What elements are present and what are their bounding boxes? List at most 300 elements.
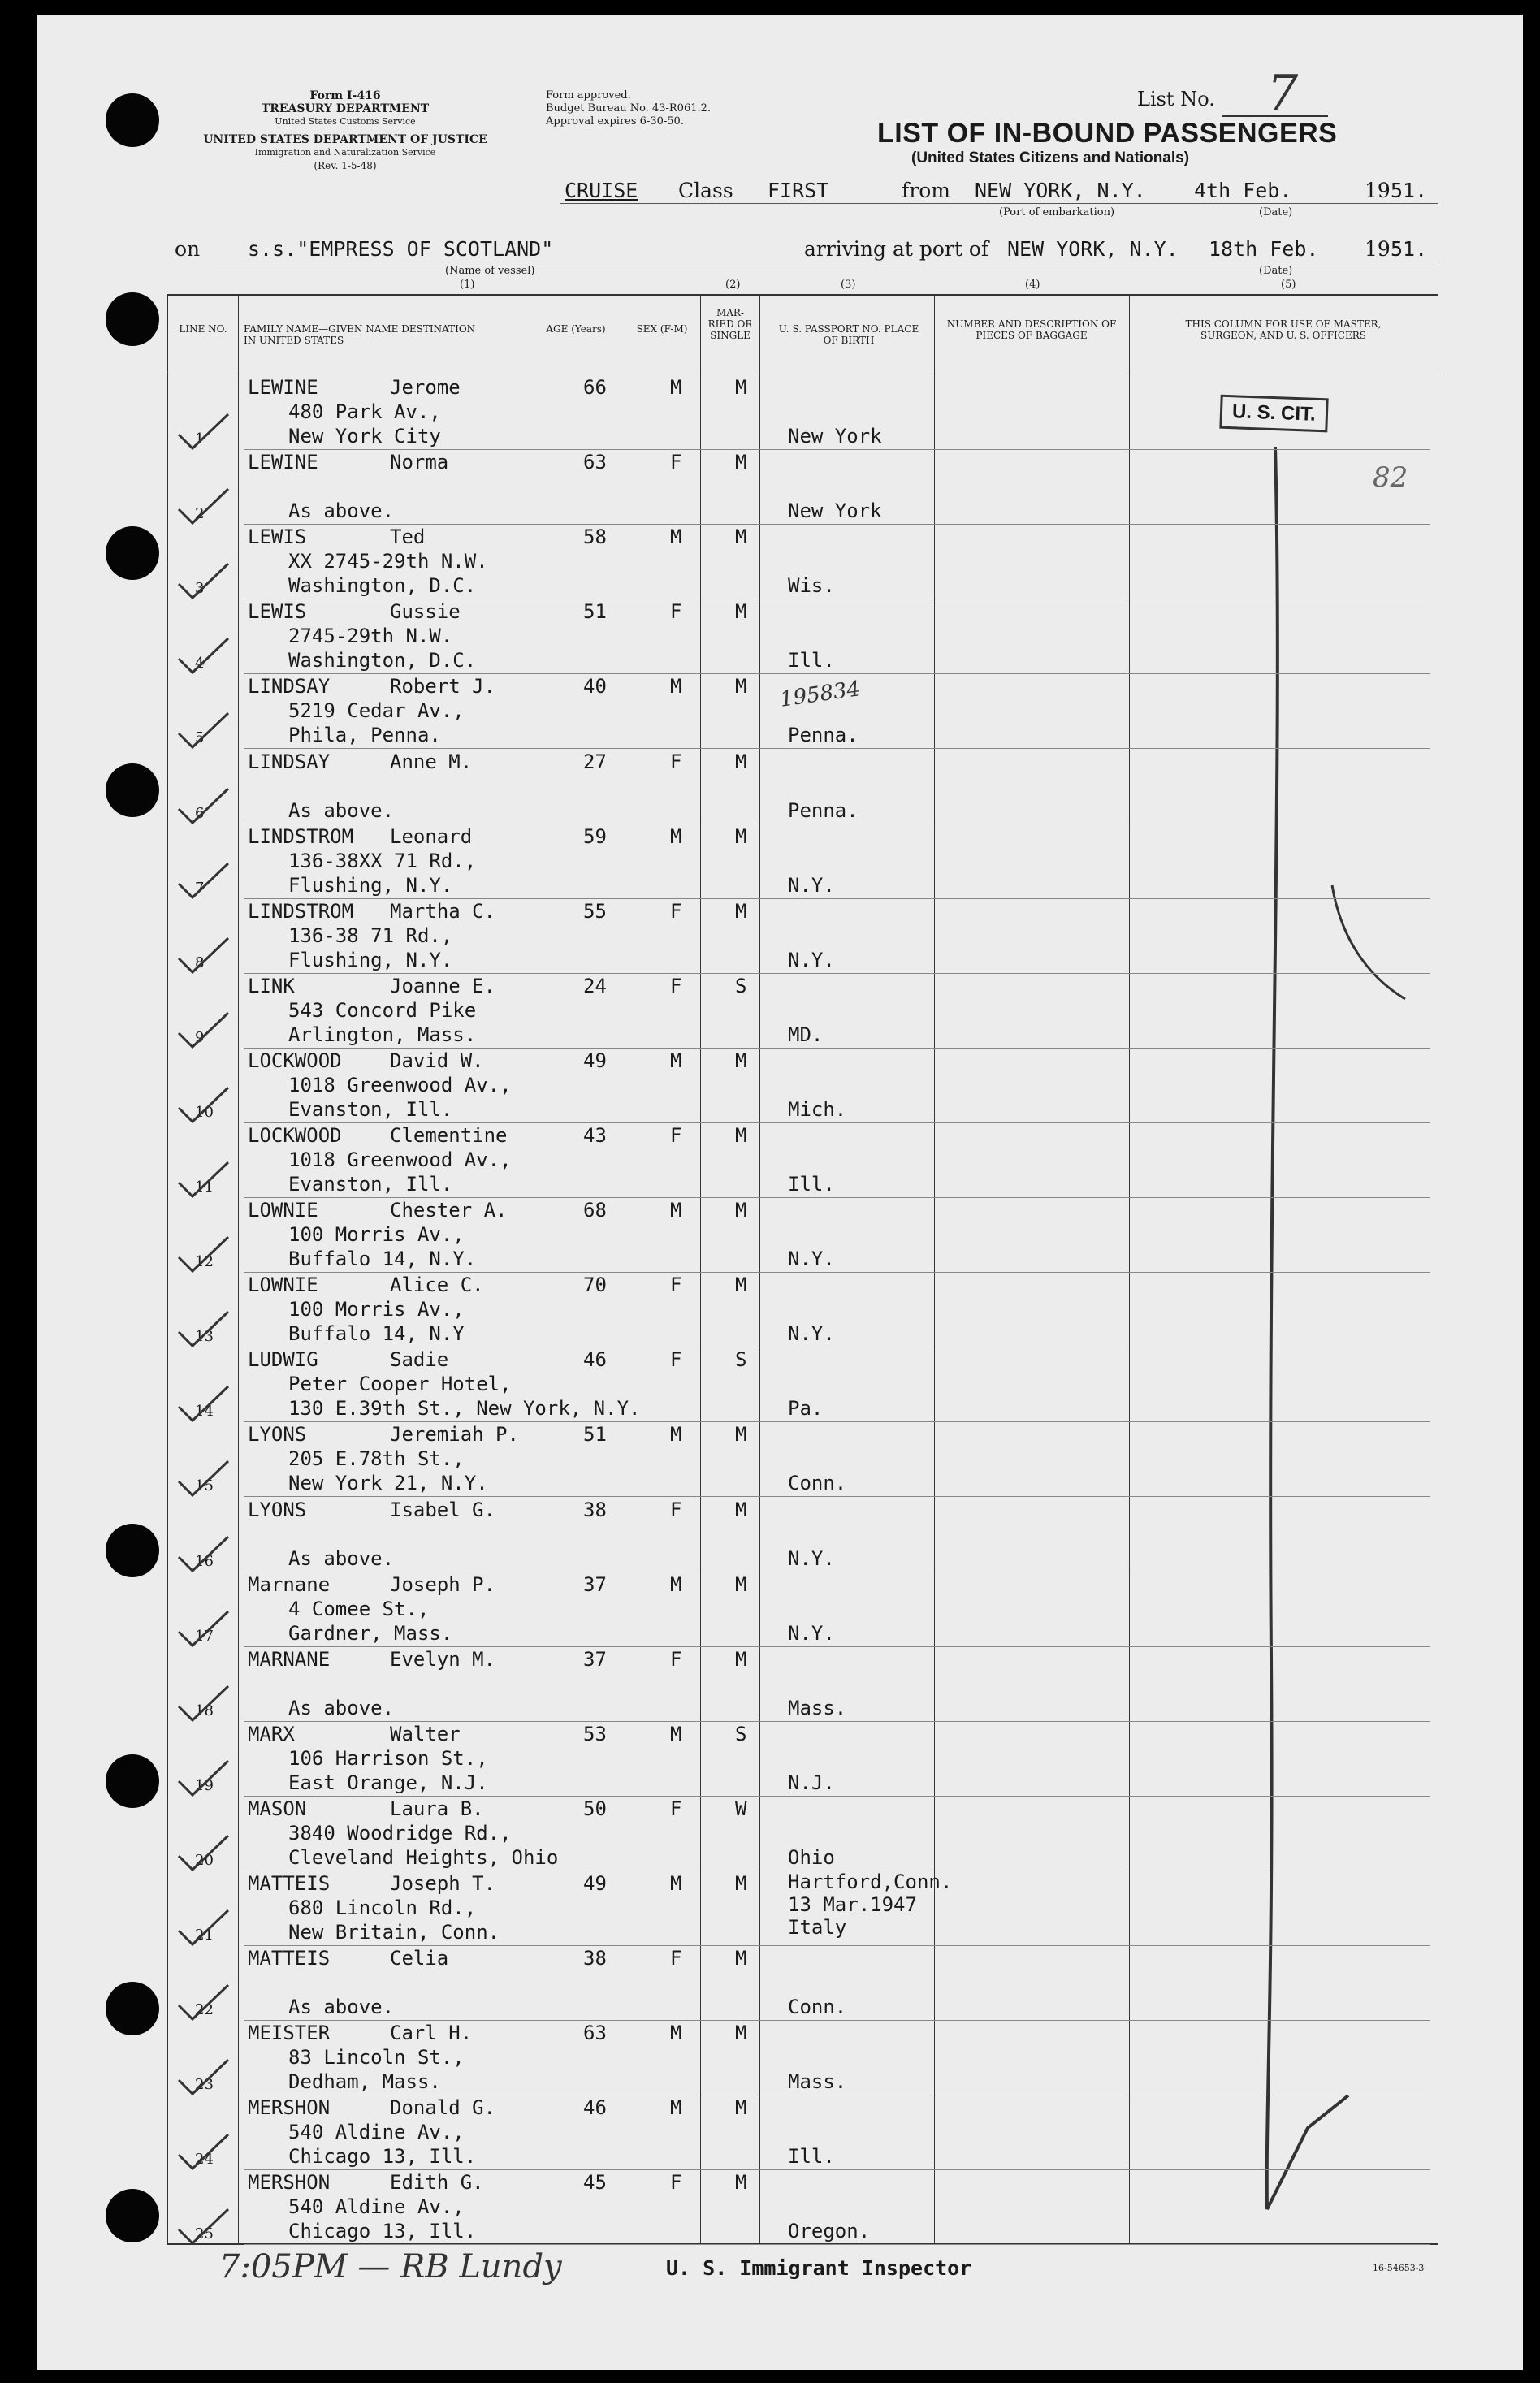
- col-header-married: MAR-RIED OR SINGLE: [707, 307, 753, 341]
- date-caption-1: (Date): [1259, 206, 1293, 218]
- place-of-birth: Ohio: [788, 1845, 835, 1869]
- table-row: [162, 1797, 1430, 1871]
- sex: F: [670, 1124, 682, 1147]
- check-mark-icon: [175, 406, 231, 455]
- table-row: [162, 599, 1430, 674]
- class-label: Class: [678, 179, 733, 202]
- place-of-birth: Mich.: [788, 1097, 847, 1121]
- family-name: LEWIS: [248, 525, 307, 549]
- place-of-birth: Italy: [788, 1916, 847, 1939]
- list-number: 7: [1267, 65, 1299, 122]
- sex: M: [670, 1572, 682, 1596]
- family-name: MERSHON: [248, 2171, 331, 2195]
- vessel-name: s.s."EMPRESS OF SCOTLAND": [248, 237, 554, 261]
- address-line-1: 3840 Woodridge Rd.,: [288, 1821, 512, 1845]
- check-mark-icon: [175, 1304, 231, 1352]
- family-name: LINDSAY: [248, 675, 331, 698]
- family-name: LEWINE: [248, 376, 318, 399]
- table-row: [162, 450, 1430, 525]
- address-line-2: Evanston, Ill.: [288, 1097, 453, 1121]
- age: 46: [583, 1348, 607, 1372]
- line-number: 10: [195, 1103, 214, 1121]
- marital-status: M: [735, 1274, 747, 1297]
- place-of-birth: Ill.: [788, 649, 835, 673]
- age: 27: [583, 750, 607, 773]
- table-top-border: [167, 294, 1438, 296]
- handwritten-82: 82: [1373, 461, 1408, 494]
- handwritten-number: 195834: [778, 677, 862, 712]
- address-line-1: 136-38 71 Rd.,: [288, 923, 453, 947]
- check-mark-icon: [175, 1529, 231, 1577]
- age: 46: [583, 2096, 607, 2120]
- place-of-birth: Mass.: [788, 1696, 847, 1719]
- line-number: 9: [195, 1028, 205, 1046]
- approval-line-1: Form approved.: [546, 89, 631, 102]
- ins-service: Immigration and Naturalization Service: [254, 147, 436, 158]
- line-number: 16: [195, 1552, 214, 1570]
- check-mark-icon: [175, 705, 231, 754]
- col-num-5: (5): [1281, 279, 1296, 291]
- place-of-birth: Ill.: [788, 2145, 835, 2169]
- col-header-name: FAMILY NAME—GIVEN NAME DESTINATION IN UNITED STATES: [244, 323, 476, 346]
- marital-status: W: [735, 1797, 747, 1820]
- marital-status: M: [735, 2171, 747, 2195]
- check-mark-icon: [175, 781, 231, 829]
- marital-status: M: [735, 675, 747, 698]
- place-of-birth: Penna.: [788, 724, 859, 747]
- place-of-birth: N.Y.: [788, 948, 835, 971]
- address-line-1: 5219 Cedar Av.,: [288, 699, 465, 723]
- address-line-2: New York 21, N.Y.: [288, 1472, 488, 1495]
- col-num-3: (3): [841, 279, 856, 291]
- address-line-1: 100 Morris Av.,: [288, 1298, 465, 1321]
- address-line-2: Gardner, Mass.: [288, 1621, 453, 1645]
- table-row: [162, 525, 1430, 599]
- check-mark-icon: [175, 2052, 231, 2100]
- marital-status: M: [735, 1947, 747, 1970]
- check-mark-icon: [175, 1603, 231, 1652]
- line-number: 4: [195, 655, 205, 673]
- family-name: LOWNIE: [248, 1274, 318, 1297]
- sex: F: [670, 974, 682, 997]
- cruise-label: CRUISE: [565, 179, 638, 202]
- marital-status: M: [735, 2096, 747, 2120]
- given-name: Donald G.: [390, 2096, 496, 2120]
- family-name: LEWIS: [248, 600, 307, 624]
- date-caption-2: (Date): [1259, 265, 1293, 277]
- address-line-2: Arlington, Mass.: [288, 1023, 477, 1046]
- approval-block: [546, 89, 711, 128]
- check-mark-icon: [175, 2201, 231, 2250]
- check-mark-icon: [175, 1005, 231, 1053]
- age: 53: [583, 1722, 607, 1745]
- check-mark-icon: [175, 1678, 231, 1727]
- age: 50: [583, 1797, 607, 1820]
- table-row: [162, 375, 1430, 450]
- given-name: Jeremiah P.: [390, 1423, 519, 1447]
- marital-status: M: [735, 1872, 747, 1895]
- check-mark-icon: [175, 1902, 231, 1951]
- age: 38: [583, 1498, 607, 1521]
- given-name: Ted: [390, 525, 426, 549]
- address-line-2: East Orange, N.J.: [288, 1771, 488, 1794]
- family-name: LINDSTROM: [248, 899, 354, 923]
- sex: F: [670, 750, 682, 773]
- binder-hole: [106, 2189, 159, 2242]
- address-line-1: 4 Comee St.,: [288, 1597, 430, 1620]
- line-number: 1: [195, 430, 205, 448]
- sex: F: [670, 1647, 682, 1671]
- line-number: 12: [195, 1253, 214, 1271]
- footer-handwriting: 7:05PM — RB Lundy: [219, 2248, 562, 2286]
- embarkation-date: 4th Feb.: [1194, 179, 1292, 202]
- age: 49: [583, 1872, 607, 1895]
- given-name: Laura B.: [390, 1797, 484, 1820]
- place-of-birth: Wis.: [788, 574, 835, 598]
- vessel-caption: (Name of vessel): [445, 265, 535, 277]
- table-row: [162, 2170, 1430, 2245]
- address-line-1: 540 Aldine Av.,: [288, 2121, 465, 2144]
- address-line-2: Flushing, N.Y.: [288, 873, 453, 897]
- line-number: 24: [195, 2151, 214, 2169]
- table-row: [162, 899, 1430, 974]
- address-line-1: 106 Harrison St.,: [288, 1746, 488, 1770]
- family-name: LOWNIE: [248, 1199, 318, 1222]
- marital-status: M: [735, 1049, 747, 1072]
- table-row: [162, 1123, 1430, 1198]
- place-of-birth: Conn.: [788, 1996, 847, 2019]
- address-line-2: Flushing, N.Y.: [288, 948, 453, 971]
- marital-status: M: [735, 600, 747, 624]
- age: 40: [583, 675, 607, 698]
- place-of-birth: New York: [788, 500, 882, 523]
- line-number: 15: [195, 1477, 214, 1495]
- arriving-label: arriving at port of: [804, 237, 989, 261]
- address-line-2: Chicago 13, Ill.: [288, 2220, 477, 2243]
- binder-hole: [106, 1982, 159, 2035]
- family-name: LYONS: [248, 1498, 307, 1521]
- sex: M: [670, 2096, 682, 2120]
- marital-status: M: [735, 899, 747, 923]
- check-mark-icon: [175, 2126, 231, 2175]
- address-line-2: Dedham, Mass.: [288, 2070, 441, 2094]
- given-name: Leonard: [390, 824, 473, 848]
- marital-status: S: [735, 974, 747, 997]
- address-line-1: 1018 Greenwood Av.,: [288, 1148, 512, 1171]
- table-row: [162, 824, 1430, 899]
- family-name: LINK: [248, 974, 295, 997]
- line-number: 20: [195, 1851, 214, 1869]
- check-mark-icon: [175, 855, 231, 904]
- line-number: 3: [195, 580, 205, 598]
- given-name: Norma: [390, 451, 449, 474]
- sex: F: [670, 451, 682, 474]
- place-of-birth: N.J.: [788, 1771, 835, 1794]
- address-line-1: 1018 Greenwood Av.,: [288, 1073, 512, 1096]
- family-name: LINDSAY: [248, 750, 331, 773]
- line-number: 17: [195, 1627, 214, 1645]
- marital-status: M: [735, 1124, 747, 1147]
- given-name: David W.: [390, 1049, 484, 1072]
- table-row: [162, 750, 1430, 824]
- table-row: [162, 974, 1430, 1049]
- given-name: Clementine: [390, 1124, 508, 1147]
- table-row: [162, 1498, 1430, 1572]
- table-row: [162, 1273, 1430, 1347]
- place-of-birth: MD.: [788, 1023, 824, 1046]
- family-name: LINDSTROM: [248, 824, 354, 848]
- age: 37: [583, 1572, 607, 1596]
- marital-status: M: [735, 525, 747, 549]
- address-line-2: Washington, D.C.: [288, 574, 477, 598]
- family-name: LYONS: [248, 1423, 307, 1447]
- place-of-birth: Mass.: [788, 2070, 847, 2094]
- age: 59: [583, 824, 607, 848]
- approval-line-3: Approval expires 6-30-50.: [546, 115, 684, 128]
- revision: (Rev. 1-5-48): [314, 160, 377, 171]
- from-label: from: [902, 179, 950, 202]
- family-name: LOCKWOOD: [248, 1124, 342, 1147]
- binder-hole: [106, 1524, 159, 1577]
- table-row: [162, 1871, 1430, 1946]
- col-header-passport: U. S. PASSPORT NO. PLACE OF BIRTH: [778, 323, 919, 346]
- marital-status: M: [735, 2022, 747, 2045]
- address-line-2: Cleveland Heights, Ohio: [288, 1845, 559, 1869]
- family-name: Marnane: [248, 1572, 331, 1596]
- place-of-birth: New York: [788, 425, 882, 448]
- table-row: [162, 1422, 1430, 1497]
- row-divider: [244, 2244, 1430, 2245]
- table-row: [162, 2095, 1430, 2170]
- line-number: 14: [195, 1403, 214, 1421]
- marital-status: S: [735, 1348, 747, 1372]
- given-name: Joseph P.: [390, 1572, 496, 1596]
- form-number: Form I-416: [309, 89, 381, 102]
- address-line-2: As above.: [288, 1996, 395, 2019]
- year-prefix-1: 19: [1365, 179, 1391, 202]
- binder-hole: [106, 526, 159, 580]
- address-line-2: New York City: [288, 425, 441, 448]
- list-no-label: List No.: [1137, 88, 1215, 110]
- treasury-dept: TREASURY DEPARTMENT: [261, 102, 430, 115]
- line-number: 2: [195, 505, 205, 523]
- sex: F: [670, 1274, 682, 1297]
- marital-status: M: [735, 1572, 747, 1596]
- page-title: LIST OF IN-BOUND PASSENGERS: [877, 118, 1338, 149]
- address-line-1: 543 Concord Pike: [288, 998, 477, 1022]
- sex: F: [670, 600, 682, 624]
- given-name: Edith G.: [390, 2171, 484, 2195]
- table-row: [162, 1572, 1430, 1647]
- class-value: FIRST: [768, 179, 829, 202]
- place-of-birth: N.Y.: [788, 1621, 835, 1645]
- check-mark-icon: [175, 1453, 231, 1502]
- age: 24: [583, 974, 607, 997]
- line-number: 11: [195, 1179, 214, 1196]
- arrival-date: 18th Feb.: [1209, 237, 1319, 261]
- address-line-2: As above.: [288, 500, 395, 523]
- age: 43: [583, 1124, 607, 1147]
- address-line-1: 205 E.78th St.,: [288, 1447, 465, 1471]
- check-mark-icon: [175, 1079, 231, 1128]
- given-name: Anne M.: [390, 750, 473, 773]
- check-mark-icon: [175, 1154, 231, 1203]
- address-line-2: Buffalo 14, N.Y.: [288, 1248, 477, 1271]
- family-name: MERSHON: [248, 2096, 331, 2120]
- sex: M: [670, 1049, 682, 1072]
- age: 37: [583, 1647, 607, 1671]
- us-citizen-stamp: U. S. CIT.: [1219, 395, 1328, 433]
- address-line-2: Phila, Penna.: [288, 724, 441, 747]
- line-number: 23: [195, 2076, 214, 2094]
- address-line-2: New Britain, Conn.: [288, 1921, 500, 1944]
- sex: M: [670, 2022, 682, 2045]
- age: 49: [583, 1049, 607, 1072]
- address-line-1: 100 Morris Av.,: [288, 1223, 465, 1247]
- line-number: 5: [195, 729, 205, 747]
- col-header-officers: THIS COLUMN FOR USE OF MASTER, SURGEON, AND U. S. OFFICERS: [1185, 318, 1382, 341]
- family-name: MARNANE: [248, 1647, 331, 1671]
- family-name: MASON: [248, 1797, 307, 1820]
- col-num-4: (4): [1025, 279, 1040, 291]
- place-of-birth: N.Y.: [788, 873, 835, 897]
- given-name: Evelyn M.: [390, 1647, 496, 1671]
- marital-status: M: [735, 1199, 747, 1222]
- age: 63: [583, 2022, 607, 2045]
- age: 68: [583, 1199, 607, 1222]
- address-line-2: 130 E.39th St., New York, N.Y.: [288, 1397, 641, 1421]
- form-header-left: [171, 89, 520, 172]
- line-number: 19: [195, 1776, 214, 1794]
- address-line-2: As above.: [288, 1696, 395, 1719]
- line-number: 22: [195, 2001, 214, 2019]
- address-line-2: Buffalo 14, N.Y: [288, 1322, 465, 1346]
- sex: M: [670, 1199, 682, 1222]
- sex: M: [670, 675, 682, 698]
- year-prefix-2: 19: [1365, 237, 1391, 261]
- sex: M: [670, 1722, 682, 1745]
- table-row: [162, 1198, 1430, 1273]
- check-mark-icon: [175, 1827, 231, 1876]
- address-line-2: As above.: [288, 798, 395, 822]
- line-number: 13: [195, 1328, 214, 1346]
- age: 66: [583, 376, 607, 399]
- address-line-1: 2745-29th N.W.: [288, 625, 453, 648]
- customs-service: United States Customs Service: [275, 116, 416, 127]
- place-of-birth: N.Y.: [788, 1546, 835, 1570]
- justice-dept: UNITED STATES DEPARTMENT OF JUSTICE: [203, 133, 487, 146]
- line-number: 7: [195, 879, 205, 897]
- sex: M: [670, 824, 682, 848]
- sex: F: [670, 899, 682, 923]
- col-num-2: (2): [725, 279, 741, 291]
- given-name: Robert J.: [390, 675, 496, 698]
- family-name: LUDWIG: [248, 1348, 318, 1372]
- sex: M: [670, 1872, 682, 1895]
- place-of-birth: Conn.: [788, 1472, 847, 1495]
- line-number: 25: [195, 2225, 214, 2243]
- address-line-1: 540 Aldine Av.,: [288, 2195, 465, 2219]
- place-of-birth: N.Y.: [788, 1322, 835, 1346]
- given-name: Sadie: [390, 1348, 449, 1372]
- marital-status: M: [735, 1498, 747, 1521]
- passport-date: 13 Mar.1947: [788, 1893, 917, 1916]
- address-line-2: Washington, D.C.: [288, 649, 477, 673]
- check-mark-icon: [175, 1977, 231, 2026]
- given-name: Isabel G.: [390, 1498, 496, 1521]
- given-name: Martha C.: [390, 899, 496, 923]
- given-name: Alice C.: [390, 1274, 484, 1297]
- age: 51: [583, 600, 607, 624]
- sex: F: [670, 1348, 682, 1372]
- line-number: 21: [195, 1927, 214, 1944]
- check-mark-icon: [175, 1378, 231, 1427]
- given-name: Joseph T.: [390, 1872, 496, 1895]
- col-header-sex: SEX (F-M): [636, 323, 688, 335]
- place-of-birth: Pa.: [788, 1397, 824, 1421]
- age: 51: [583, 1423, 607, 1447]
- line-number: 6: [195, 804, 205, 822]
- address-line-2: As above.: [288, 1546, 395, 1570]
- table-row: [162, 674, 1430, 749]
- given-name: Joanne E.: [390, 974, 496, 997]
- place-of-birth: N.Y.: [788, 1248, 835, 1271]
- age: 38: [583, 1947, 607, 1970]
- marital-status: M: [735, 376, 747, 399]
- check-mark-icon: [175, 930, 231, 979]
- address-line-2: Chicago 13, Ill.: [288, 2145, 477, 2169]
- col-num-1: (1): [460, 279, 475, 291]
- given-name: Jerome: [390, 376, 461, 399]
- family-name: MARX: [248, 1722, 295, 1745]
- family-name: MATTEIS: [248, 1872, 331, 1895]
- check-mark-icon: [175, 481, 231, 530]
- on-label: on: [175, 237, 201, 261]
- marital-status: S: [735, 1722, 747, 1745]
- line-number: 18: [195, 1702, 214, 1719]
- binder-hole: [106, 93, 159, 147]
- check-mark-icon: [175, 1753, 231, 1801]
- family-name: MEISTER: [248, 2022, 331, 2045]
- place-of-birth: Penna.: [788, 798, 859, 822]
- sex: F: [670, 1797, 682, 1820]
- table-row: [162, 2021, 1430, 2095]
- immigrant-inspector: U. S. Immigrant Inspector: [666, 2256, 972, 2280]
- table-row: [162, 1347, 1430, 1422]
- address-line-1: 136-38XX 71 Rd.,: [288, 849, 477, 872]
- given-name: Walter: [390, 1722, 461, 1745]
- marital-status: M: [735, 451, 747, 474]
- check-mark-icon: [175, 630, 231, 679]
- sex: M: [670, 1423, 682, 1447]
- table-row: [162, 1722, 1430, 1797]
- sex: F: [670, 2171, 682, 2195]
- year-1: 51.: [1391, 179, 1428, 202]
- address-line-1: 480 Park Av.,: [288, 400, 441, 423]
- place-of-birth: Ill.: [788, 1173, 835, 1196]
- col-header-line: LINE NO.: [179, 323, 227, 335]
- family-name: LEWINE: [248, 451, 318, 474]
- sex: F: [670, 1947, 682, 1970]
- address-line-2: Evanston, Ill.: [288, 1173, 453, 1196]
- age: 58: [583, 525, 607, 549]
- age: 63: [583, 451, 607, 474]
- marital-status: M: [735, 750, 747, 773]
- binder-hole: [106, 292, 159, 346]
- address-line-1: 680 Lincoln Rd.,: [288, 1896, 477, 1919]
- marital-status: M: [735, 1647, 747, 1671]
- age: 70: [583, 1274, 607, 1297]
